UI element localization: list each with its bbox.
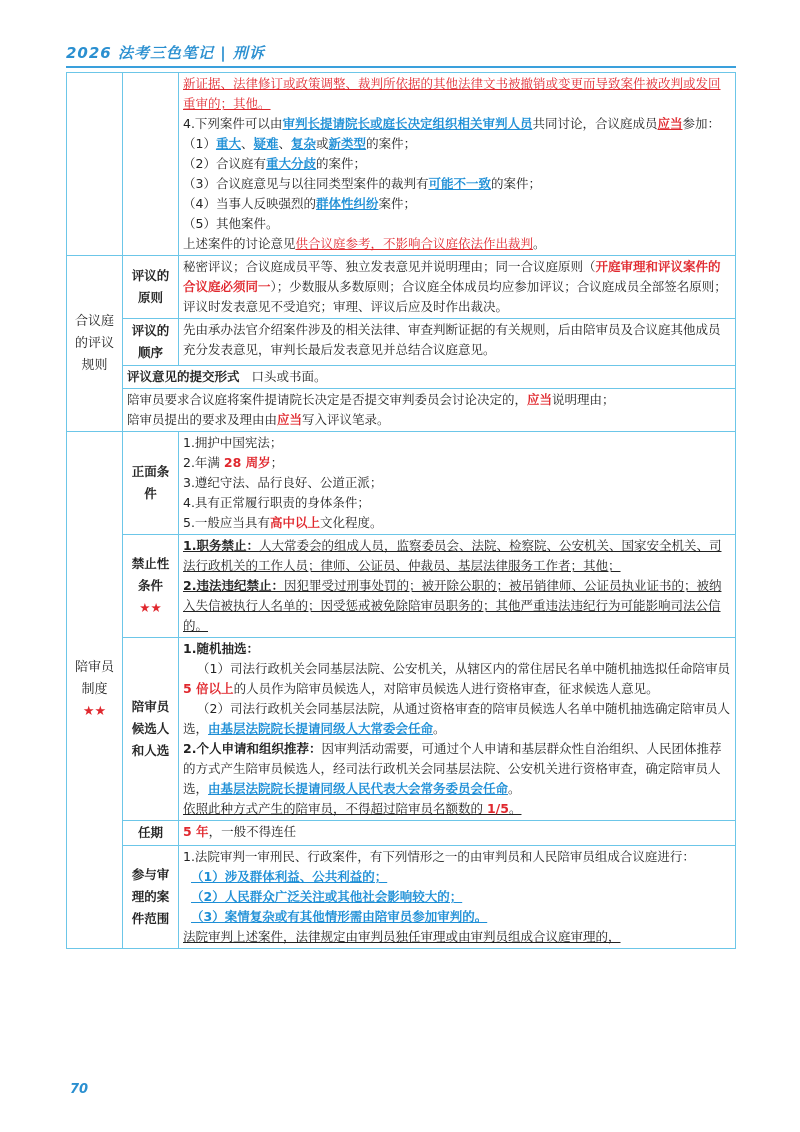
highlight-red: 应当 bbox=[527, 392, 553, 407]
text-span: 共同讨论，合议庭成员 bbox=[532, 116, 658, 131]
text-span: 2.年满 bbox=[183, 455, 224, 470]
text-span: 文化程度。 bbox=[319, 515, 383, 530]
text-span: 案件； bbox=[378, 196, 416, 211]
highlight-blue: 新类型 bbox=[328, 136, 367, 151]
label-prohibit bbox=[123, 535, 179, 638]
table-row bbox=[67, 256, 736, 319]
highlight-blue: 重大分歧 bbox=[265, 156, 316, 171]
order-text: 先由承办法官介绍案件涉及的相关法律、审查判断证据的有关规则，后由陪审员及合议庭其他成员充分发表意见，审判长最后发表意见并总结合议庭意见。 bbox=[179, 319, 736, 366]
text-span: ； bbox=[270, 455, 284, 470]
principle-text bbox=[179, 256, 736, 319]
bold-span: 2.个人申请和组织推荐： bbox=[183, 741, 322, 756]
text-span: 写入评议笔录。 bbox=[302, 412, 390, 427]
text-span: 陪审员提出的要求及理由由 bbox=[127, 412, 278, 427]
text-line bbox=[183, 513, 731, 533]
table-row bbox=[67, 638, 736, 821]
text-line bbox=[183, 134, 731, 154]
empty-cell bbox=[123, 73, 179, 256]
text-line bbox=[183, 536, 731, 576]
table-row bbox=[67, 432, 736, 535]
empty-cell bbox=[67, 73, 123, 256]
term-text bbox=[179, 821, 736, 846]
form-row bbox=[123, 366, 736, 389]
category-label: 陪审员制度 bbox=[74, 660, 114, 697]
category-heyiting: 合议庭的评议规则 bbox=[67, 256, 123, 432]
table-row bbox=[67, 846, 736, 949]
text-span: 4.下列案件可以由 bbox=[183, 116, 283, 131]
page-number: 70 bbox=[70, 1082, 89, 1097]
text-span: 参加： bbox=[682, 116, 720, 131]
discussion-block bbox=[179, 73, 736, 256]
text-line bbox=[183, 453, 731, 473]
text-span: （3）合议庭意见与以往同类型案件的裁判有 bbox=[183, 176, 429, 191]
highlight-red: 开庭审理和评议案件的合议庭必须同一 bbox=[183, 259, 721, 294]
text-span: （2）司法行政机关会同基层法院，从通过资格审查的陪审员候选人名单中随机抽选确定陪审员人选， bbox=[183, 701, 730, 736]
text-span: （2）合议庭有 bbox=[183, 156, 266, 171]
page-header bbox=[66, 42, 736, 64]
highlight-blue: 由基层法院院长提请同级人大常委会任命 bbox=[208, 721, 434, 736]
text-span: 5.一般应当具有 bbox=[183, 515, 270, 530]
text-span: 的案件； bbox=[315, 156, 366, 171]
text-span: 人大常委会的组成人员，监察委员会、法院、检察院、公安机关、国家安全机关、司法行政机关的工作人员；律师、公证员、仲裁员、基层法律服务工作者；其他； bbox=[183, 538, 722, 573]
text-line bbox=[183, 699, 731, 739]
text-span: 上述案件的讨论意见 bbox=[183, 236, 296, 251]
scope-text bbox=[179, 846, 736, 949]
text-line: 4.具有正常履行职责的身体条件； bbox=[183, 495, 370, 510]
text-line: 3.遵纪守法、品行良好、公道正派； bbox=[183, 475, 383, 490]
star-icon: ★★ bbox=[139, 600, 162, 615]
text-line: （2）人民群众广泛关注或其他社会影响较大的； bbox=[191, 889, 463, 904]
text-line: 1.拥护中国宪法； bbox=[183, 435, 283, 450]
highlight-red: 5 倍以上 bbox=[183, 681, 234, 696]
text-line: 新证据、法律修订或政策调整、裁判所依据的其他法律文书被撤销或变更而导致案件被改判或发回重审的；其他。 bbox=[183, 76, 721, 111]
highlight-blue: 群体性纠纷 bbox=[315, 196, 379, 211]
positive-conditions bbox=[179, 432, 736, 535]
text-span: 。 bbox=[433, 721, 446, 736]
table-row bbox=[67, 535, 736, 638]
bold-span: 2.违法违纪禁止： bbox=[183, 578, 284, 593]
header-title: 2026 法考三色笔记 | 刑诉 bbox=[66, 44, 265, 62]
text-span: （1）司法行政机关会同基层法院、公安机关，从辖区内的常住居民名单中随机抽选拟任命陪审员 bbox=[197, 661, 730, 676]
label-scope: 参与审理的案件范围 bbox=[123, 846, 179, 949]
star-icon: ★★ bbox=[82, 704, 107, 719]
text-span: 或 bbox=[316, 136, 329, 151]
text-line bbox=[183, 194, 731, 214]
text-line bbox=[127, 390, 731, 410]
highlight-blue: 复杂 bbox=[291, 136, 317, 151]
text-span: （1） bbox=[183, 136, 216, 151]
highlight-blue: 重大 bbox=[215, 136, 241, 151]
text-line bbox=[183, 174, 731, 194]
text-span: 说明理由； bbox=[552, 392, 615, 407]
prohibit-conditions bbox=[179, 535, 736, 638]
highlight-blue: 由基层法院院长提请同级人民代表大会常务委员会任命 bbox=[208, 781, 509, 796]
text-line: （1）涉及群体利益、公共利益的； bbox=[191, 869, 388, 884]
text-line: 1.随机抽选： bbox=[183, 641, 259, 656]
highlight-red: 应当 bbox=[657, 116, 683, 131]
text-line bbox=[183, 154, 731, 174]
label-term: 任期 bbox=[123, 821, 179, 846]
highlight-red: 1/5 bbox=[486, 801, 509, 816]
text-span: 因审判活动需要，可通过个人申请和基层群众性自治组织、人民团体推荐的方式产生陪审员候选人，经司法行政机关会同基层法院、公安机关进行资格审查，确定陪审员人选， bbox=[183, 741, 722, 796]
text-line bbox=[183, 576, 731, 636]
text-span: 。 bbox=[508, 781, 521, 796]
text-span: 的案件； bbox=[490, 176, 541, 191]
text-span: 秘密评议；合议庭成员平等、独立发表意见并说明理由；同一合议庭原则（ bbox=[183, 259, 596, 274]
text-span: 的人员作为陪审员候选人，对陪审员候选人进行资格审查，征求候选人意见。 bbox=[233, 681, 659, 696]
text-span: 。 bbox=[533, 236, 546, 251]
text-line bbox=[183, 114, 731, 134]
text-line: 1.法院审判一审刑民、行政案件，有下列情形之一的由审判员和人民陪审员组成合议庭进行： bbox=[183, 849, 695, 864]
notes-table bbox=[66, 72, 736, 949]
text-span: （4）当事人反映强烈的 bbox=[183, 196, 316, 211]
highlight-red: 供合议庭参考，不影响合议庭依法作出裁判 bbox=[295, 236, 534, 251]
highlight-red: 应当 bbox=[277, 412, 303, 427]
highlight-red: 高中以上 bbox=[269, 515, 320, 530]
header-divider bbox=[66, 66, 736, 68]
table-row bbox=[67, 366, 736, 389]
label-text: 禁止性条件 bbox=[131, 556, 170, 593]
text-span: 、 bbox=[240, 136, 254, 151]
text-span: 因犯罪受过刑事处罚的；被开除公职的；被吊销律师、公证员执业证书的；被纳入失信被执行人名单的；因受惩戒被免除陪审员职务的；其他严重违法违纪行为可能影响司法公信的。 bbox=[183, 578, 722, 633]
highlight-red: 28 周岁 bbox=[223, 455, 271, 470]
juror-note bbox=[123, 389, 736, 432]
table-row bbox=[67, 319, 736, 366]
highlight-blue: 审判长提请院长或庭长决定组织相关审判人员 bbox=[282, 116, 533, 131]
text-span: ）；少数服从多数原则；合议庭全体成员均应参加评议；合议庭成员全部签名原则；评议时发表意见不受追究；审理、评议后应及时作出裁决。 bbox=[183, 279, 727, 314]
text-line: 法院审判上述案件，法律规定由审判员独任审理或由审判员组成合议庭审理的， bbox=[183, 929, 621, 944]
text-line: （3）案情复杂或有其他情形需由陪审员参加审判的。 bbox=[191, 909, 488, 924]
text-span: 的案件； bbox=[366, 136, 417, 151]
bold-span: 1.职务禁止： bbox=[183, 538, 259, 553]
text-line bbox=[183, 799, 731, 819]
highlight-blue: 疑难 bbox=[253, 136, 279, 151]
table-row bbox=[67, 389, 736, 432]
category-peishen bbox=[67, 432, 123, 949]
table-row bbox=[67, 821, 736, 846]
highlight-red: 5 年 bbox=[183, 824, 209, 839]
text-span: ，一般不得连任 bbox=[208, 824, 297, 839]
text-span: 。 bbox=[508, 801, 522, 816]
label-select: 陪审员候选人和人选 bbox=[123, 638, 179, 821]
highlight-blue: 可能不一致 bbox=[428, 176, 491, 191]
selection-rules bbox=[179, 638, 736, 821]
text-line bbox=[183, 659, 731, 699]
text-line bbox=[183, 739, 731, 799]
label-positive: 正面条件 bbox=[123, 432, 179, 535]
label-principle: 评议的原则 bbox=[123, 256, 179, 319]
text-line: （5）其他案件。 bbox=[183, 216, 279, 231]
text-line bbox=[183, 234, 731, 254]
text-span: 陪审员要求合议庭将案件提请院长决定是否提交审判委员会讨论决定的， bbox=[127, 392, 528, 407]
table-row bbox=[67, 73, 736, 256]
label-order: 评议的顺序 bbox=[123, 319, 179, 366]
text-span: 、 bbox=[278, 136, 292, 151]
label-form: 评议意见的提交形式 bbox=[127, 369, 240, 384]
text-span: 依照此种方式产生的陪审员，不得超过陪审员名额数的 bbox=[183, 801, 487, 816]
form-text: 口头或书面。 bbox=[251, 369, 327, 384]
text-line bbox=[127, 410, 731, 430]
